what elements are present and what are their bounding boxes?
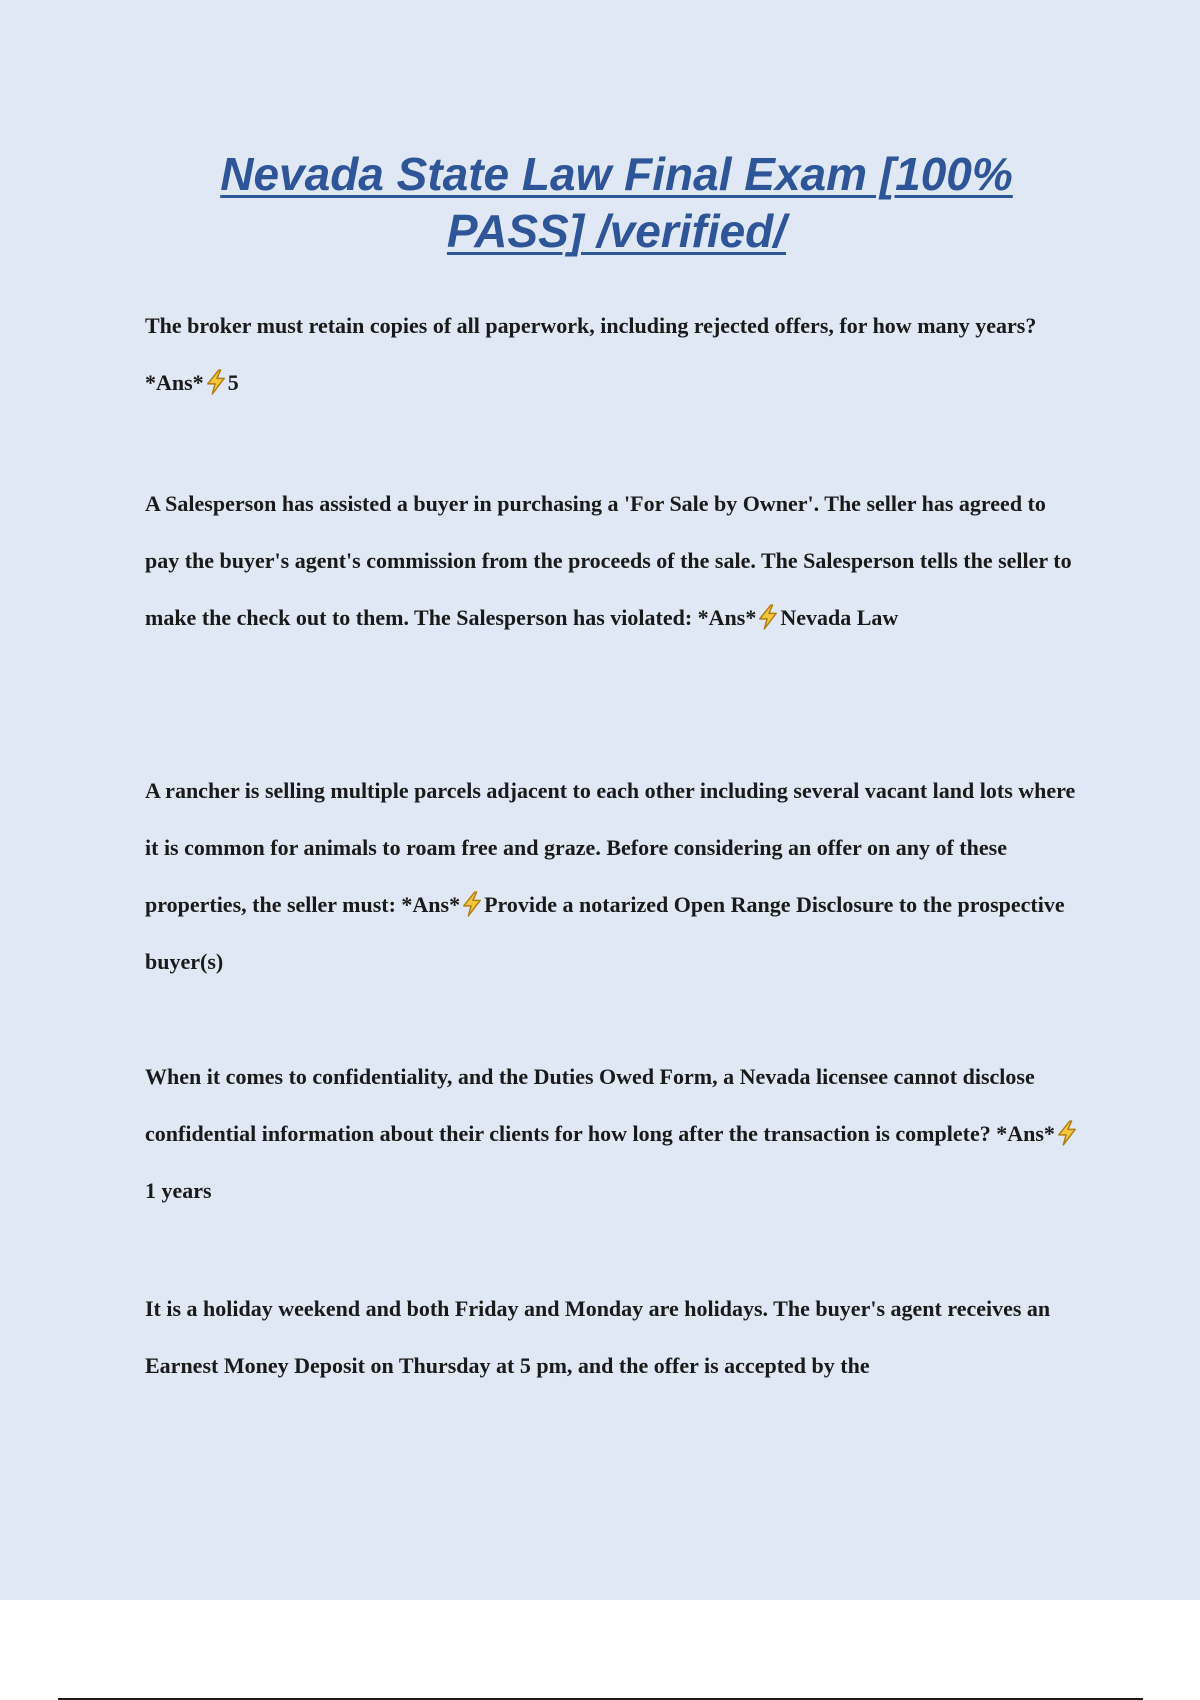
question-text: The broker must retain copies of all paperwork, including rejected offers, for how many years?: [145, 313, 1037, 338]
answer-text: 1 years: [145, 1178, 212, 1203]
question-text: A rancher is selling multiple parcels adjacent to each other including several vacant land lots where it is common for animals to roam free and graze. Before considering an offer on any of these properties, the seller must:: [145, 778, 1076, 917]
qa-item: [145, 762, 1085, 990]
lightning-bolt-icon: [757, 604, 779, 630]
answer-text: Provide a notarized Open Range Disclosure to the prospective buyer(s): [145, 892, 1065, 974]
answer-marker: *Ans*: [401, 892, 461, 917]
qa-item: [145, 1048, 1085, 1219]
qa-item: [145, 475, 1085, 646]
question-text: A Salesperson has assisted a buyer in purchasing a 'For Sale by Owner'. The seller has agreed to pay the buyer's agent's commission from the proceeds of the sale. The Salesperson tells the seller to make the check out to them. The Salesperson has violated:: [145, 491, 1072, 630]
answer-marker: *Ans*: [996, 1121, 1055, 1146]
answer-marker: *Ans*: [697, 605, 757, 630]
question-text: It is a holiday weekend and both Friday and Monday are holidays. The buyer's agent receives an Earnest Money Deposit on Thursday at 5 pm, and the offer is accepted by the: [145, 1296, 1051, 1378]
question-text: When it comes to confidentiality, and the Duties Owed Form, a Nevada licensee cannot disclose confidential information about their clients for how long after the transaction is complete?: [145, 1064, 1035, 1146]
qa-item: [145, 297, 1085, 411]
lightning-bolt-icon: [1056, 1120, 1078, 1146]
answer-text: 5: [227, 370, 239, 395]
lightning-bolt-icon: [461, 891, 483, 917]
answer-text: Nevada Law: [780, 605, 899, 630]
document-title: Nevada State Law Final Exam [100% PASS] /verified/: [220, 148, 1013, 257]
answer-marker: *Ans*: [145, 370, 204, 395]
lightning-bolt-icon: [205, 369, 227, 395]
qa-item: [145, 1280, 1085, 1394]
